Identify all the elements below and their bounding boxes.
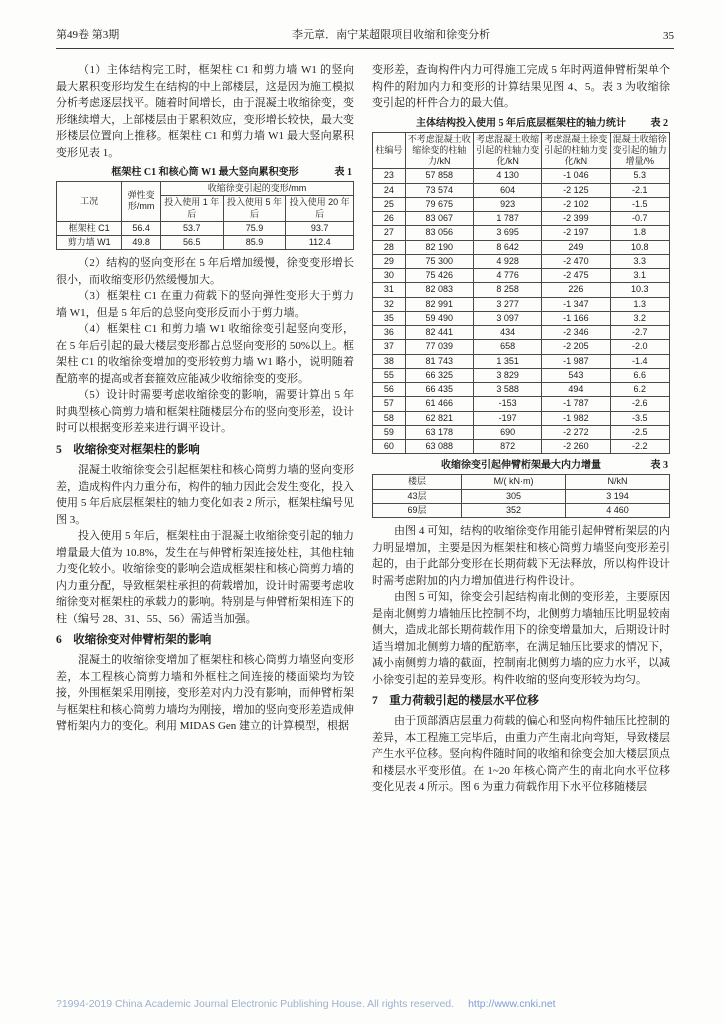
- table-cell: 3.3: [610, 254, 669, 268]
- table-cell: 1 351: [473, 354, 541, 368]
- table2-caption: [372, 117, 670, 130]
- table-cell: 3 194: [566, 489, 670, 503]
- table-1: [56, 181, 354, 250]
- table-cell: 59 490: [405, 311, 473, 325]
- table2-col-increment: 混凝土收缩徐变引起的轴力增量/%: [610, 132, 669, 169]
- table-row: [373, 489, 670, 503]
- cnki-footer: [56, 998, 674, 1010]
- table3-caption-text: 收缩徐变引起伸臂桁架最大内力增量: [441, 460, 601, 472]
- table3-caption: [372, 459, 670, 472]
- table-cell: 32: [373, 297, 406, 311]
- table-cell: -1 347: [542, 297, 610, 311]
- paragraph: （3）框架柱 C1 在重力荷载下的竖向弹性变形大于剪力墙 W1，但是 5 年后的总竖向变形反而小于剪力墙。: [56, 290, 354, 319]
- table-cell: -2 260: [542, 440, 610, 454]
- table-cell: -2.1: [610, 183, 669, 197]
- table-cell: -2 272: [542, 425, 610, 439]
- section-heading-6: 6 收缩徐变对伸臂桁架的影响: [56, 634, 212, 646]
- table-cell: 37: [373, 340, 406, 354]
- table-cell: 63 088: [405, 440, 473, 454]
- table-cell: -153: [473, 397, 541, 411]
- table-cell: 85.9: [223, 236, 286, 250]
- table-cell: -2 102: [542, 197, 610, 211]
- table-cell: 82 190: [405, 240, 473, 254]
- table-cell: -1 046: [542, 169, 610, 183]
- table-cell: 56.5: [160, 236, 223, 250]
- table-row: [373, 212, 670, 226]
- table-cell: 3 588: [473, 383, 541, 397]
- table2-caption-text: 主体结构投入使用 5 年后底层框架柱的轴力统计: [416, 117, 626, 129]
- table-row: [373, 340, 670, 354]
- table-cell: 49.8: [122, 236, 161, 250]
- paragraph: 由图 5 可知，徐变会引起结构南北侧的变形差，主要原因是南北侧剪力墙轴压比控制不均，北侧剪力墙轴压比明显较南侧大，造成北部长期荷载作用下的徐变增量加大，后期设计时适当增加北侧剪力墙的配筋率，在满足轴压比要求的情况下，减小南侧剪力墙的截面，控制南北侧剪力墙的应力水平，以减小徐变引起的差异变形。构件收缩的竖向变形较为均匀。: [372, 591, 670, 686]
- table-cell: -2 197: [542, 226, 610, 240]
- table2-head: [373, 132, 670, 169]
- table-cell: 26: [373, 212, 406, 226]
- table1-body: [57, 221, 354, 250]
- table1-col-workcase: 工况: [57, 182, 122, 222]
- table-cell: 59: [373, 425, 406, 439]
- table-cell: 4 130: [473, 169, 541, 183]
- cnki-link[interactable]: http://www.cnki.net: [468, 998, 556, 1010]
- table-cell: 57: [373, 397, 406, 411]
- table-cell: 1.3: [610, 297, 669, 311]
- table-cell: 69层: [373, 503, 462, 517]
- table-cell: 66 325: [405, 368, 473, 382]
- table-cell: -2.7: [610, 326, 669, 340]
- paragraph: （2）结构的竖向变形在 5 年后增加缓慢，徐变变形增长很小，而收缩变形仍然缓慢加大。: [56, 257, 354, 286]
- table-cell: -1 987: [542, 354, 610, 368]
- table-cell: 62 821: [405, 411, 473, 425]
- table-cell: 53.7: [160, 221, 223, 235]
- table-cell: 604: [473, 183, 541, 197]
- paragraph: 混凝土收缩徐变会引起框架柱和核心筒剪力墙的竖向变形差，造成构件内力重分布，构件的轴力因此会发生变化，投入使用 5 年后底层框架柱的轴力变化如表 2 所示，框架柱编号见图 3。: [56, 464, 354, 526]
- table2-col-shrink: 考虑混凝土收缩引起的柱轴力变化/kN: [473, 132, 541, 169]
- paragraph: 混凝土的收缩徐变增加了框架柱和核心筒剪力墙竖向变形差，本工程核心筒剪力墙和外框柱之间连接的楼面梁均为铰接，外围框架采用刚接，变形差对内力没有影响，而伸臂桁架与框架柱和核心筒剪力墙均为刚接，增加的竖向变形差造成伸臂桁架内力的变化。利用 MIDAS Gen 建立的计算模型，根据: [56, 654, 354, 733]
- table-cell: 56: [373, 383, 406, 397]
- table1-subcol-1yr: 投入使用 1 年后: [160, 196, 223, 222]
- table-cell: -1 166: [542, 311, 610, 325]
- paragraph: 由图 4 可知，结构的收缩徐变作用能引起伸臂桁架层的内力明显增加，主要是因为框架柱和核心筒剪力墙竖向变形差引起的，由于此部分变形在长期荷载下无法释放，所以构件设计时需考虑附加的内力增加值进行构件设计。: [372, 525, 670, 587]
- right-column: [372, 62, 670, 796]
- table-row: [373, 311, 670, 325]
- table-row: [373, 383, 670, 397]
- table-cell: 10.8: [610, 240, 669, 254]
- table-cell: 4 460: [566, 503, 670, 517]
- table-cell: -197: [473, 411, 541, 425]
- table-cell: -3.5: [610, 411, 669, 425]
- table-cell: 43层: [373, 489, 462, 503]
- paragraph: 由于顶部酒店层重力荷载的偏心和竖向构件轴压比控制的差异，本工程施工完毕后，由重力产生南北向弯矩，导致楼层产生水平位移。竖向构件随时间的收缩和徐变会加大楼层顶点和楼层水平变形值。在 1~20 年核心筒产生的南北向水平位移变化见表 4 所示。图 6 为重力荷载作用下水平位移随楼层: [372, 715, 670, 794]
- table-cell: 8 642: [473, 240, 541, 254]
- table-cell: 434: [473, 326, 541, 340]
- page-number: 35: [663, 30, 674, 42]
- left-column: [56, 62, 354, 796]
- table-cell: 66 435: [405, 383, 473, 397]
- section-heading-5: 5 收缩徐变对框架柱的影响: [56, 443, 200, 456]
- table-cell: 23: [373, 169, 406, 183]
- table-row: [373, 440, 670, 454]
- table-cell: -2 346: [542, 326, 610, 340]
- table1-subcol-5yr: 投入使用 5 年后: [223, 196, 286, 222]
- table-cell: 81 743: [405, 354, 473, 368]
- table-cell: 29: [373, 254, 406, 268]
- table3-head: [373, 475, 670, 489]
- table-cell: -2.5: [610, 425, 669, 439]
- table-row: [373, 226, 670, 240]
- table-row: [373, 283, 670, 297]
- table-cell: 8 258: [473, 283, 541, 297]
- journal-issue: 第49卷 第3期: [56, 29, 120, 41]
- table-cell: 30: [373, 269, 406, 283]
- table-cell: 1 787: [473, 212, 541, 226]
- table-row: [373, 503, 670, 517]
- paragraph: （5）设计时需要考虑收缩徐变的影响，需要计算出 5 年时典型核心筒剪力墙和框架柱随楼层分布的竖向变形差，设计时可以根据变形差来进行调平设计。: [56, 389, 354, 435]
- table-cell: 4 928: [473, 254, 541, 268]
- table-cell: 61 466: [405, 397, 473, 411]
- table-cell: 31: [373, 283, 406, 297]
- paragraph: 变形差，查询构件内力可得施工完成 5 年时两道伸臂桁架单个构件的附加内力和变形的计算结果见图 4、5。表 3 为收缩徐变引起的杆件合力的最大值。: [372, 64, 670, 109]
- table-cell: -2.0: [610, 340, 669, 354]
- table-cell: -2 125: [542, 183, 610, 197]
- table-cell: 77 039: [405, 340, 473, 354]
- table-cell: 28: [373, 240, 406, 254]
- table3-tag: 表 3: [650, 460, 668, 472]
- table-cell: 872: [473, 440, 541, 454]
- table1-col-elastic: 弹性变形/mm: [122, 182, 161, 222]
- table1-subcol-20yr: 投入使用 20 年后: [286, 196, 354, 222]
- table-2: [372, 132, 670, 455]
- table-row: [57, 221, 354, 235]
- table-cell: 剪力墙 W1: [57, 236, 122, 250]
- table-cell: 框架柱 C1: [57, 221, 122, 235]
- paragraph: （4）框架柱 C1 和剪力墙 W1 收缩徐变引起竖向变形，在 5 年后引起的最大楼层变形都占总竖向变形的 50%以上。框架柱 C1 的收缩徐变增加的变形较剪力墙 W1 略小，说明随着配筋率的提高或者套箍效应能减少收缩徐变的变形。: [56, 323, 354, 385]
- table-cell: -2 470: [542, 254, 610, 268]
- table-cell: 923: [473, 197, 541, 211]
- table3-col-floor: 楼层: [373, 475, 462, 489]
- table-cell: 249: [542, 240, 610, 254]
- table-cell: 305: [462, 489, 566, 503]
- table-cell: 73 574: [405, 183, 473, 197]
- table1-caption: [56, 166, 354, 179]
- copyright-text: ?1994-2019 China Academic Journal Electronic Publishing House. All rights reserved.: [56, 998, 455, 1010]
- table-cell: -2 475: [542, 269, 610, 283]
- table-cell: 38: [373, 354, 406, 368]
- table2-tag: 表 2: [650, 117, 668, 129]
- table2-col-id: 柱编号: [373, 132, 406, 169]
- table2-col-no-cs: 不考虑混凝土收缩徐变的柱轴力/kN: [405, 132, 473, 169]
- table-cell: 658: [473, 340, 541, 354]
- table-cell: 55: [373, 368, 406, 382]
- table1-tag: 表 1: [334, 167, 352, 178]
- table-cell: 56.4: [122, 221, 161, 235]
- table-cell: 6.2: [610, 383, 669, 397]
- table-cell: 82 083: [405, 283, 473, 297]
- paragraph: 投入使用 5 年后，框架柱由于混凝土收缩徐变引起的轴力增量最大值为 10.8%，发生在与伸臂桁架连接处柱，其他柱轴力变化较小。收缩徐变的影响会造成框架柱和核心筒剪力墙的内力重分配，导致框架柱承担的荷载增加，设计时需要考虑收缩徐变对框架柱的承载力的影响。特别是与伸臂桁架相连下的柱（编号 28、31、55、56）需适当加强。: [56, 530, 354, 625]
- table-cell: 1.8: [610, 226, 669, 240]
- table-row: [373, 326, 670, 340]
- running-head: [56, 26, 674, 49]
- table-cell: 3 829: [473, 368, 541, 382]
- table-row: [373, 183, 670, 197]
- table-cell: -1 982: [542, 411, 610, 425]
- table-cell: -2.2: [610, 440, 669, 454]
- table-cell: 494: [542, 383, 610, 397]
- table-cell: 3.2: [610, 311, 669, 325]
- table-cell: 226: [542, 283, 610, 297]
- table-row: [373, 240, 670, 254]
- table-cell: 93.7: [286, 221, 354, 235]
- table-row: [373, 297, 670, 311]
- table-cell: 36: [373, 326, 406, 340]
- table-cell: 3 097: [473, 311, 541, 325]
- table-cell: 112.4: [286, 236, 354, 250]
- table-cell: -2 205: [542, 340, 610, 354]
- table-cell: 83 067: [405, 212, 473, 226]
- article-title: 李元章．南宁某超限项目收缩和徐变分析: [292, 29, 491, 41]
- table2-col-creep: 考虑混凝土徐变引起的柱轴力变化/kN: [542, 132, 610, 169]
- table-row: [373, 368, 670, 382]
- table-cell: 3.1: [610, 269, 669, 283]
- table1-caption-text: 框架柱 C1 和核心筒 W1 最大竖向累积变形: [111, 167, 299, 178]
- paragraph: （1）主体结构完工时，框架柱 C1 和剪力墙 W1 的竖向最大累积变形均发生在结构的中上部楼层，这是因为施工模拟分析考虑逐层找平。随着时间增长，由于混凝土收缩徐变，变形继续增大，上部楼层由于累积效应，变形增长较快，最大变形楼层位置向上推移。框架柱 C1 和剪力墙 W1 最大竖向累积变形见表 1。: [56, 64, 354, 159]
- table-cell: 83 056: [405, 226, 473, 240]
- table1-head: [57, 182, 354, 222]
- table-cell: 6.6: [610, 368, 669, 382]
- table-row: [373, 397, 670, 411]
- table1-col-group: 收缩徐变引起的变形/mm: [160, 182, 353, 196]
- table-row: [373, 197, 670, 211]
- table-cell: 60: [373, 440, 406, 454]
- table-cell: -1 787: [542, 397, 610, 411]
- table-cell: 35: [373, 311, 406, 325]
- table-cell: 63 178: [405, 425, 473, 439]
- table-cell: 5.3: [610, 169, 669, 183]
- two-column-body: [56, 62, 670, 796]
- table2-body: [373, 169, 670, 454]
- table-cell: -0.7: [610, 212, 669, 226]
- table-cell: 75.9: [223, 221, 286, 235]
- table-cell: 75 426: [405, 269, 473, 283]
- table3-body: [373, 489, 670, 518]
- table-cell: 4 776: [473, 269, 541, 283]
- table-row: [373, 411, 670, 425]
- table-cell: -2 399: [542, 212, 610, 226]
- table-row: [57, 236, 354, 250]
- table-cell: 27: [373, 226, 406, 240]
- table-cell: 3 695: [473, 226, 541, 240]
- table-cell: 58: [373, 411, 406, 425]
- table-cell: 3 277: [473, 297, 541, 311]
- section-heading-7: 7 重力荷载引起的楼层水平位移: [372, 695, 539, 707]
- table3-col-axial: N/kN: [566, 475, 670, 489]
- table-row: [373, 425, 670, 439]
- table-cell: 10.3: [610, 283, 669, 297]
- table-row: [373, 269, 670, 283]
- table-cell: 690: [473, 425, 541, 439]
- table-cell: 24: [373, 183, 406, 197]
- table-cell: 82 991: [405, 297, 473, 311]
- table-cell: 82 441: [405, 326, 473, 340]
- table-cell: 352: [462, 503, 566, 517]
- table-cell: 25: [373, 197, 406, 211]
- table-cell: -2.6: [610, 397, 669, 411]
- table-cell: 543: [542, 368, 610, 382]
- table-cell: 75 300: [405, 254, 473, 268]
- table-cell: -1.4: [610, 354, 669, 368]
- table-cell: -1.5: [610, 197, 669, 211]
- table-row: [373, 354, 670, 368]
- table-3: [372, 474, 670, 518]
- table-cell: 79 675: [405, 197, 473, 211]
- table-row: [373, 254, 670, 268]
- table-cell: 57 858: [405, 169, 473, 183]
- table3-col-moment: M/( kN·m): [462, 475, 566, 489]
- table-row: [373, 169, 670, 183]
